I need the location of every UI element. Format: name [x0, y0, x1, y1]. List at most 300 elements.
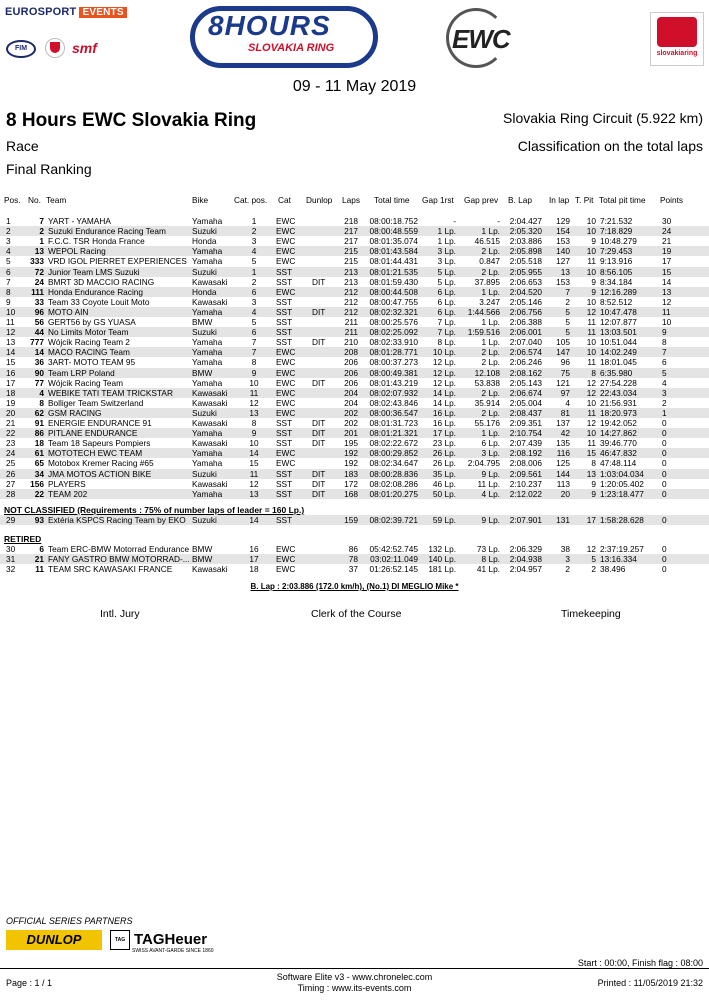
cell-pos: 16	[6, 367, 16, 378]
cell-cat: EWC	[276, 347, 296, 358]
cell-pos: 3	[6, 236, 11, 247]
session-name: Race	[6, 138, 39, 154]
cell-no: 7	[39, 216, 44, 226]
cell-gap-first: 14 Lp.	[432, 387, 456, 398]
cell-cat-pos: 5	[251, 256, 257, 267]
cell-in-lap: 153	[556, 276, 570, 287]
cell-no: 56	[34, 317, 44, 327]
cell-gap-prev: 41 Lp.	[476, 564, 500, 575]
cell-team: WEPOL Racing	[48, 246, 106, 257]
table-row	[0, 368, 709, 378]
cell-gap-first: 14 Lp.	[432, 397, 456, 408]
cell-no: 36	[34, 357, 44, 368]
cell-gap-prev: 6 Lp.	[481, 438, 500, 449]
software-line: Software Elite v3 - www.chronelec.com	[276, 972, 433, 982]
cell-gap-first: 23 Lp.	[432, 438, 456, 449]
cell-pos: 12	[6, 327, 16, 338]
cell-laps: 204	[344, 387, 358, 398]
cell-team: Wójcik Racing Team 2	[48, 337, 130, 348]
cell-pos: 29	[6, 515, 16, 525]
cell-laps: 86	[348, 544, 358, 554]
cell-bike: Yamaha	[192, 458, 223, 469]
cell-total-time: 08:00:36.547	[369, 407, 418, 418]
cell-cat: SST	[276, 418, 293, 428]
cell-gap-first: 26 Lp.	[432, 448, 456, 459]
cell-no: 111	[31, 286, 44, 297]
cell-gap-prev: 37.895	[474, 276, 500, 287]
cell-points: 24	[662, 226, 672, 237]
cell-team: F.C.C. TSR Honda France	[48, 236, 145, 247]
cell-no: 72	[34, 266, 44, 277]
cell-dunlop: DIT	[312, 276, 326, 287]
cell-cat: EWC	[276, 226, 296, 237]
circuit-name: Slovakia Ring Circuit (5.922 km)	[503, 110, 703, 126]
cell-cat-pos: 13	[249, 407, 259, 418]
cell-cat: EWC	[276, 387, 296, 398]
smf-logo: smf	[72, 40, 97, 56]
cell-gap-first: 12 Lp.	[432, 377, 456, 388]
cell-pos: 10	[6, 306, 16, 317]
footer-divider	[0, 968, 709, 969]
cell-laps: 172	[344, 478, 358, 489]
cell-points: 8	[662, 337, 667, 348]
cell-gap-first: 17 Lp.	[432, 428, 456, 439]
cell-team: 3ART- MOTO TEAM 95	[48, 357, 136, 368]
column-header-points: Points	[660, 195, 684, 205]
cell-total-pit-time: 8:34.184	[600, 276, 633, 287]
table-row	[0, 554, 709, 564]
cell-no: 22	[34, 488, 44, 499]
cell-cat-pos: 18	[249, 564, 259, 575]
cell-laps: 212	[344, 286, 358, 297]
cell-no: 65	[34, 458, 44, 469]
cell-best-lap: 2:05.898	[509, 246, 542, 257]
cell-pos: 14	[6, 347, 16, 358]
cell-team: Junior Team LMS Suzuki	[48, 266, 140, 277]
cell-pit-stops: 10	[586, 337, 596, 348]
cell-gap-prev: -	[497, 216, 500, 226]
cell-in-lap: 2	[565, 296, 570, 307]
cell-gap-prev: 1 Lp.	[481, 428, 500, 439]
cell-cat: EWC	[276, 554, 296, 565]
slovak-emblem-logo	[45, 38, 65, 58]
cell-pos: 4	[6, 246, 11, 257]
cell-cat-pos: 6	[251, 286, 257, 297]
cell-pos: 8	[6, 286, 11, 297]
cell-laps: 217	[344, 236, 358, 247]
cell-laps: 215	[344, 246, 358, 257]
cell-in-lap: 125	[556, 458, 570, 469]
cell-points: 0	[662, 488, 667, 499]
cell-bike: Kawasaki	[192, 478, 228, 489]
cell-gap-first: 16 Lp.	[432, 418, 456, 428]
cell-pos: 18	[6, 387, 16, 398]
cell-in-lap: 96	[560, 357, 570, 368]
cell-gap-first: 140 Lp.	[428, 554, 456, 565]
cell-no: 8	[39, 397, 44, 408]
fim-logo: FIM	[6, 40, 36, 58]
cell-best-lap: 2:10.237	[509, 478, 542, 489]
cell-pos: 17	[6, 377, 16, 388]
cell-best-lap: 2:09.561	[509, 468, 542, 479]
cell-gap-first: 1 Lp.	[437, 236, 456, 247]
cell-best-lap: 2:09.351	[509, 418, 542, 428]
cell-best-lap: 2:06.574	[509, 347, 542, 358]
cell-pos: 26	[6, 468, 16, 479]
cell-cat: EWC	[276, 367, 296, 378]
cell-laps: 202	[344, 407, 358, 418]
cell-bike: BMW	[192, 367, 213, 378]
cell-points: 0	[662, 515, 667, 525]
cell-best-lap: 2:04.957	[509, 564, 542, 575]
cell-pit-stops: 9	[591, 276, 596, 287]
cell-cat-pos: 7	[251, 337, 257, 348]
cell-total-time: 08:00:28.836	[369, 468, 418, 479]
cell-total-pit-time: 12:07.877	[600, 317, 637, 327]
cell-total-pit-time: 1:23:18.477	[600, 488, 644, 499]
cell-best-lap: 2:04.427	[509, 216, 542, 226]
cell-total-time: 08:01:31.723	[369, 418, 418, 428]
cell-cat-pos: 15	[249, 458, 259, 469]
cell-total-time: 08:01:35.074	[369, 236, 418, 247]
cell-best-lap: 2:03.886	[509, 236, 542, 247]
cell-no: 86	[34, 428, 44, 439]
event-date: 09 - 11 May 2019	[292, 78, 417, 95]
page-number: Page : 1 / 1	[6, 978, 53, 988]
cell-cat-pos: 4	[251, 246, 257, 257]
slovakiaring-logo-text: slovakiaring	[656, 50, 698, 57]
cell-bike: Kawasaki	[192, 276, 228, 287]
cell-pit-stops: 11	[587, 357, 596, 368]
cell-total-pit-time: 1:20:05.402	[600, 478, 644, 489]
cell-no: 777	[30, 337, 44, 348]
cell-total-pit-time: 7:29.453	[600, 246, 633, 257]
cell-in-lap: 3	[565, 554, 570, 565]
cell-team: PITLANE ENDURANCE	[48, 428, 138, 439]
column-header-best-lap: B. Lap	[508, 195, 532, 205]
cell-total-time: 08:00:18.752	[369, 216, 418, 226]
table-row	[0, 489, 709, 499]
cell-cat-pos: 9	[251, 428, 257, 439]
cell-gap-first: 181 Lp.	[428, 564, 456, 575]
cell-team: PLAYERS	[48, 478, 86, 489]
cell-total-pit-time: 22:43.034	[600, 387, 637, 398]
cell-points: 9	[662, 327, 667, 338]
cell-in-lap: 127	[556, 256, 570, 267]
cell-gap-prev: 4 Lp.	[481, 488, 500, 499]
cell-total-time: 05:42:52.745	[369, 544, 418, 554]
cell-total-pit-time: 10:51.044	[600, 337, 637, 348]
cell-pos: 11	[6, 317, 15, 327]
cell-laps: 206	[344, 357, 358, 368]
cell-points: 10	[662, 317, 672, 327]
cell-in-lap: 153	[556, 236, 570, 247]
cell-in-lap: 113	[556, 478, 570, 489]
cell-no: 91	[34, 418, 44, 428]
cell-total-pit-time: 10:48.279	[600, 236, 637, 247]
cell-in-lap: 42	[560, 428, 570, 439]
cell-gap-prev: 2 Lp.	[481, 387, 500, 398]
cell-points: 12	[662, 296, 672, 307]
cell-laps: 202	[344, 418, 358, 428]
cell-pit-stops: 17	[586, 515, 596, 525]
cell-total-pit-time: 10:47.478	[600, 306, 637, 317]
cell-gap-prev: 1:44.566	[467, 306, 500, 317]
cell-total-time: 03:02:11.049	[370, 554, 418, 565]
cell-best-lap: 2:06.388	[509, 317, 542, 327]
cell-points: 0	[662, 554, 667, 565]
cell-pos: 28	[6, 488, 16, 499]
cell-points: 0	[662, 544, 667, 554]
column-header-in-lap: In lap	[549, 195, 570, 205]
cell-team: GERT56 by GS YUASA	[48, 317, 136, 327]
cell-gap-prev: 3 Lp.	[481, 448, 500, 459]
cell-dunlop: DIT	[312, 468, 326, 479]
cell-bike: Yamaha	[192, 306, 223, 317]
cell-bike: Kawasaki	[192, 397, 228, 408]
cell-laps: 206	[344, 367, 358, 378]
cell-pos: 32	[6, 564, 16, 575]
cell-points: 0	[662, 468, 667, 479]
tagheuer-logo	[110, 930, 214, 954]
hours-logo-text: 8HOURS	[208, 10, 331, 41]
cell-total-time: 08:02:08.286	[369, 478, 418, 489]
cell-gap-prev: 2 Lp.	[481, 357, 500, 368]
cell-gap-first: 12 Lp.	[432, 357, 456, 368]
eurosport-text: EUROSPORT	[5, 6, 77, 18]
cell-gap-prev: 1:59.516	[467, 327, 500, 338]
cell-points: 21	[662, 236, 672, 247]
cell-total-time: 08:00:49.381	[369, 367, 418, 378]
cell-pit-stops: 12	[586, 377, 596, 388]
cell-best-lap: 2:05.518	[509, 256, 542, 267]
ranking-title: Final Ranking	[6, 161, 92, 177]
cell-team: Wójcik Racing Team	[48, 377, 124, 388]
cell-pit-stops: 10	[586, 347, 596, 358]
signature-intl-jury: Intl. Jury	[100, 608, 140, 620]
cell-cat-pos: 12	[249, 478, 259, 489]
table-row	[0, 357, 709, 367]
column-header-bike: Bike	[192, 195, 209, 205]
cell-gap-prev: 9 Lp.	[481, 515, 500, 525]
table-row	[0, 544, 709, 554]
cell-total-time: 08:02:07.932	[369, 387, 418, 398]
cell-best-lap: 2:07.901	[509, 515, 542, 525]
cell-best-lap: 2:06.329	[509, 544, 542, 554]
cell-cat: SST	[276, 515, 293, 525]
cell-total-pit-time: 7:21.532	[600, 216, 633, 226]
cell-no: 333	[30, 256, 44, 267]
table-row	[0, 458, 709, 468]
table-row	[0, 246, 709, 256]
table-row	[0, 408, 709, 418]
cell-pit-stops: 10	[586, 226, 596, 237]
cell-gap-prev: 1 Lp.	[481, 286, 500, 297]
cell-pit-stops: 8	[591, 458, 596, 469]
column-header-total-time: Total time	[374, 195, 410, 205]
cell-pit-stops: 2	[591, 564, 596, 575]
cell-laps: 218	[344, 216, 358, 226]
slovakia-ring-logo-text: SLOVAKIA RING	[248, 42, 335, 54]
cell-gap-first: 1 Lp.	[437, 226, 456, 237]
table-row	[0, 236, 709, 246]
cell-in-lap: 144	[556, 468, 570, 479]
cell-laps: 159	[344, 515, 358, 525]
cell-no: 44	[34, 327, 44, 338]
signature-clerk: Clerk of the Course	[311, 608, 402, 620]
cell-total-pit-time: 39:46.770	[600, 438, 637, 449]
cell-best-lap: 2:12.022	[509, 488, 542, 499]
cell-no: 1	[39, 236, 44, 247]
cell-cat: EWC	[276, 564, 296, 575]
cell-total-time: 08:00:25.576	[369, 317, 418, 327]
cell-cat: SST	[276, 327, 293, 338]
cell-gap-prev: 1 Lp.	[481, 337, 500, 348]
cell-points: 17	[662, 256, 672, 267]
cell-bike: Kawasaki	[192, 296, 228, 307]
cell-total-pit-time: 21:56.931	[600, 397, 637, 408]
ewc-logo	[438, 8, 530, 68]
cell-no: 34	[34, 468, 44, 479]
cell-cat-pos: 3	[251, 296, 257, 307]
cell-in-lap: 38	[560, 544, 570, 554]
cell-total-pit-time: 6:35.980	[600, 367, 633, 378]
cell-pit-stops: 15	[586, 448, 596, 459]
cell-bike: Suzuki	[192, 407, 217, 418]
cell-pit-stops: 11	[587, 407, 596, 418]
cell-bike: Yamaha	[192, 246, 223, 257]
cell-in-lap: 137	[556, 418, 570, 428]
cell-gap-prev: 2 Lp.	[481, 347, 500, 358]
cell-gap-first: 3 Lp.	[437, 256, 456, 267]
cell-total-time: 08:02:39.721	[369, 515, 418, 525]
cell-bike: Suzuki	[192, 226, 217, 237]
cell-team: Motobox Kremer Racing #65	[48, 458, 154, 469]
cell-pit-stops: 12	[586, 544, 596, 554]
table-row	[0, 418, 709, 428]
cell-points: 11	[662, 306, 671, 317]
cell-best-lap: 2:04.938	[509, 554, 542, 565]
cell-best-lap: 2:07.040	[509, 337, 542, 348]
cell-pos: 27	[6, 478, 16, 489]
cell-cat: SST	[276, 276, 293, 287]
cell-cat: SST	[276, 438, 293, 449]
table-row	[0, 307, 709, 317]
cell-best-lap: 2:05.146	[509, 296, 542, 307]
cell-best-lap: 2:05.320	[509, 226, 542, 237]
cell-gap-prev: 2:04.795	[467, 458, 500, 469]
cell-bike: Honda	[192, 236, 217, 247]
table-header	[0, 195, 709, 205]
cell-bike: Yamaha	[192, 448, 223, 459]
cell-bike: Yamaha	[192, 347, 223, 358]
cell-gap-prev: 46.515	[474, 236, 500, 247]
cell-team: MOTOTECH EWC TEAM	[48, 448, 143, 459]
cell-pit-stops: 11	[587, 327, 596, 338]
cell-no: 6	[39, 544, 44, 554]
cell-pos: 15	[6, 357, 16, 368]
table-row	[0, 515, 709, 525]
events-text: EVENTS	[79, 7, 126, 18]
cell-cat-pos: 17	[249, 554, 259, 565]
cell-pit-stops: 12	[586, 306, 596, 317]
cell-in-lap: 20	[560, 488, 570, 499]
cell-bike: Yamaha	[192, 488, 223, 499]
cell-dunlop: DIT	[312, 488, 326, 499]
cell-laps: 208	[344, 347, 358, 358]
cell-laps: 215	[344, 256, 358, 267]
cell-total-time: 08:01:21.535	[369, 266, 418, 277]
cell-no: 77	[34, 377, 44, 388]
cell-total-time: 08:01:44.431	[369, 256, 418, 267]
cell-cat-pos: 1	[251, 216, 257, 226]
table-row	[0, 327, 709, 337]
cell-cat: EWC	[276, 407, 296, 418]
cell-bike: Suzuki	[192, 515, 217, 525]
ewc-logo-text: EWC	[452, 24, 510, 54]
cell-gap-prev: 1 Lp.	[481, 317, 500, 327]
cell-pit-stops: 10	[586, 428, 596, 439]
cell-total-time: 08:01:20.275	[369, 488, 418, 499]
cell-gap-first: 5 Lp.	[437, 276, 456, 287]
cell-cat-pos: 10	[249, 377, 259, 388]
cell-gap-prev: 9 Lp.	[481, 468, 500, 479]
cell-gap-first: 132 Lp.	[428, 544, 456, 554]
cell-team: Bolliger Team Switzerland	[48, 397, 144, 408]
column-header-gap-prev: Gap prev	[464, 195, 499, 205]
cell-gap-first: 10 Lp.	[432, 347, 456, 358]
cell-cat-pos: 8	[251, 418, 257, 428]
cell-pit-stops: 9	[591, 478, 596, 489]
cell-team: ENERGIE ENDURANCE 91	[48, 418, 152, 428]
cell-in-lap: 5	[565, 306, 570, 317]
cell-total-time: 08:01:28.771	[369, 347, 418, 358]
cell-gap-prev: 2 Lp.	[481, 407, 500, 418]
cell-total-time: 08:02:34.647	[369, 458, 418, 469]
cell-in-lap: 135	[556, 438, 570, 449]
cell-cat: EWC	[276, 458, 296, 469]
cell-total-time: 08:00:47.755	[369, 296, 418, 307]
cell-cat: SST	[276, 478, 293, 489]
cell-team: Honda Endurance Racing	[48, 286, 144, 297]
cell-best-lap: 2:06.756	[509, 306, 542, 317]
cell-cat: EWC	[276, 216, 296, 226]
cell-no: 18	[34, 438, 44, 449]
cell-laps: 78	[348, 554, 358, 565]
cell-no: 90	[34, 367, 44, 378]
cell-total-pit-time: 14:02.249	[600, 347, 637, 358]
8hours-slovakia-ring-logo	[190, 6, 380, 70]
cell-total-pit-time: 13:16.334	[600, 554, 637, 565]
cell-gap-prev: 12.108	[474, 367, 500, 378]
cell-best-lap: 2:08.437	[509, 407, 542, 418]
cell-pos: 24	[6, 448, 16, 459]
cell-total-time: 08:00:37.273	[369, 357, 418, 368]
cell-dunlop: DIT	[312, 438, 326, 449]
cell-total-pit-time: 14:27.862	[600, 428, 637, 439]
cell-in-lap: 105	[556, 337, 570, 348]
table-row	[0, 438, 709, 448]
cell-team: VRD IGOL PIERRET EXPERIENCES	[48, 256, 187, 267]
cell-total-pit-time: 18:20.973	[600, 407, 637, 418]
cell-best-lap: 2:06.001	[509, 327, 542, 338]
cell-total-time: 08:02:22.672	[369, 438, 418, 449]
cell-total-time: 08:02:33.910	[369, 337, 418, 348]
cell-bike: Yamaha	[192, 216, 223, 226]
cell-points: 0	[662, 478, 667, 489]
table-row	[0, 564, 709, 574]
cell-points: 0	[662, 448, 667, 459]
